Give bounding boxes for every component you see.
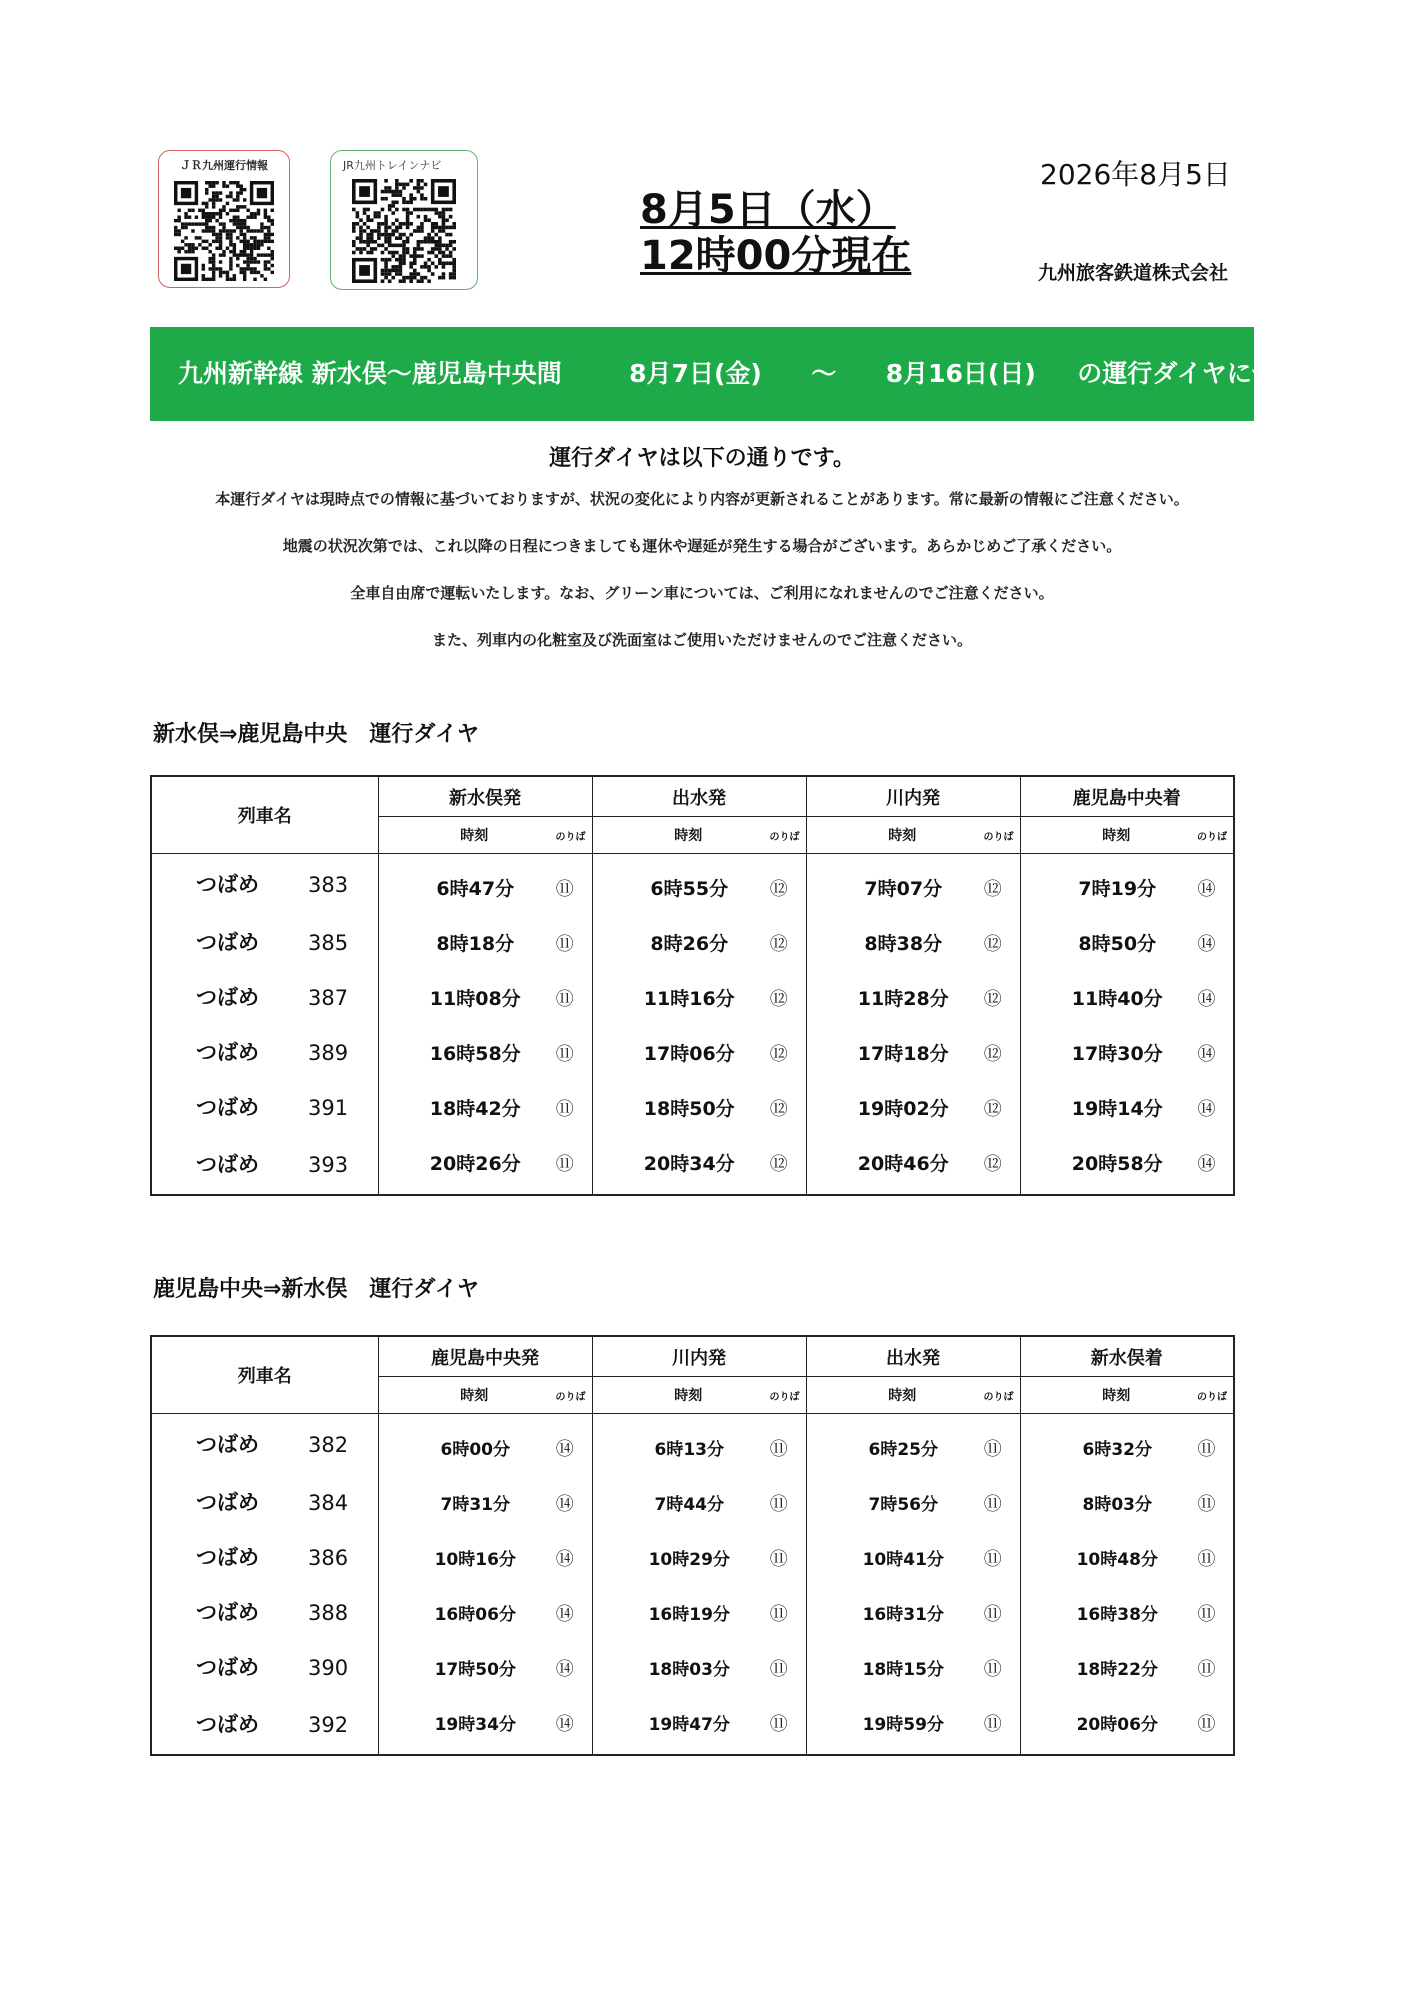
time-cell: 16時38分	[1076, 1605, 1158, 1625]
header-platform: のりば	[756, 1377, 806, 1414]
time-cell: 17時18分	[857, 1043, 949, 1065]
platform-cell: ⑪	[970, 1695, 1020, 1755]
train-name: つばめ	[196, 1545, 259, 1569]
table-row	[151, 1080, 1234, 1135]
header-time: 時刻	[378, 817, 542, 854]
southbound-title: 新水俣⇒鹿児島中央 運行ダイヤ	[153, 722, 479, 747]
time-cell: 7時31分	[440, 1495, 510, 1515]
train-cell	[151, 1414, 378, 1476]
train-name: つばめ	[196, 1712, 259, 1736]
train-number: 391	[308, 1095, 349, 1120]
header-station: 出水発	[806, 1336, 1020, 1377]
platform-cell: ⑭	[542, 1530, 592, 1585]
table-row	[151, 1414, 1234, 1476]
train-number: 386	[308, 1545, 349, 1570]
time-cell: 11時16分	[643, 988, 735, 1010]
time-cell: 20時34分	[643, 1153, 735, 1175]
platform-cell: ⑪	[756, 1475, 806, 1530]
platform-cell: ⑫	[756, 915, 806, 970]
banner-suffix: の運行ダイヤについて	[1077, 359, 1327, 388]
table-row	[151, 1585, 1234, 1640]
train-cell	[151, 970, 378, 1025]
time-cell: 6時47分	[436, 878, 515, 900]
qr-card-train-navi[interactable]	[330, 150, 478, 290]
train-number: 382	[308, 1432, 349, 1457]
train-name: つばめ	[196, 1490, 259, 1514]
header-platform: のりば	[1184, 817, 1234, 854]
header-time: 時刻	[592, 817, 756, 854]
time-cell: 19時47分	[648, 1715, 730, 1735]
time-cell: 6時13分	[654, 1440, 724, 1460]
platform-cell: ⑫	[970, 1135, 1020, 1195]
train-number: 393	[308, 1152, 349, 1177]
time-cell: 8時26分	[650, 933, 729, 955]
notice-line: 全車自由席で運転いたします。なお、グリーン車については、ご利用になれませんのでご注意ください。	[350, 584, 1054, 602]
time-cell: 11時40分	[1071, 988, 1163, 1010]
train-name: つばめ	[196, 1600, 259, 1624]
platform-cell: ⑪	[542, 970, 592, 1025]
train-cell	[151, 1080, 378, 1135]
platform-cell: ⑪	[756, 1640, 806, 1695]
table-row	[151, 854, 1234, 916]
time-cell: 6時00分	[440, 1440, 510, 1460]
document-date: 2026年8月5日	[1040, 158, 1231, 191]
time-cell: 8時03分	[1082, 1495, 1152, 1515]
platform-cell: ⑪	[756, 1695, 806, 1755]
qr-code-icon	[169, 181, 279, 281]
platform-cell: ⑪	[542, 1135, 592, 1195]
time-cell: 7時19分	[1078, 878, 1157, 900]
time-cell: 17時30分	[1071, 1043, 1163, 1065]
time-cell: 10時29分	[648, 1550, 730, 1570]
train-number: 388	[308, 1600, 349, 1625]
time-cell: 6時55分	[650, 878, 729, 900]
banner-route: 九州新幹線 新水俣～鹿児島中央間	[178, 359, 562, 388]
qr-code-icon	[347, 179, 461, 283]
platform-cell: ⑪	[542, 854, 592, 916]
time-cell: 10時48分	[1076, 1550, 1158, 1570]
time-cell: 7時07分	[864, 878, 943, 900]
train-number: 385	[308, 930, 349, 955]
header-station: 鹿児島中央発	[378, 1336, 592, 1377]
train-name: つばめ	[196, 1152, 259, 1176]
time-cell: 20時06分	[1076, 1715, 1158, 1735]
time-cell: 18時03分	[648, 1660, 730, 1680]
header-time: 時刻	[806, 817, 970, 854]
platform-cell: ⑪	[542, 1025, 592, 1080]
platform-cell: ⑫	[970, 1025, 1020, 1080]
train-number: 390	[308, 1655, 349, 1680]
train-cell	[151, 1695, 378, 1755]
train-cell	[151, 1475, 378, 1530]
banner-tilde: ～	[811, 359, 837, 388]
qr-card-jr-kyushu-info[interactable]	[158, 150, 290, 288]
header-station: 川内発	[592, 1336, 806, 1377]
header-time: 時刻	[806, 1377, 970, 1414]
header-station: 新水俣着	[1020, 1336, 1234, 1377]
platform-cell: ⑭	[1197, 1098, 1216, 1120]
time-cell: 11時28分	[857, 988, 949, 1010]
qr-label: JR九州トレインナビ	[343, 159, 442, 172]
time-cell: 6時25分	[868, 1440, 938, 1460]
time-cell: 16時58分	[429, 1043, 521, 1065]
platform-cell: ⑭	[1197, 988, 1216, 1010]
title-banner	[150, 327, 1327, 421]
platform-cell: ⑫	[756, 970, 806, 1025]
platform-cell: ⑭	[1197, 1153, 1216, 1175]
train-cell	[151, 1640, 378, 1695]
notice-line: 地震の状況次第では、これ以降の日程につきましても運休や遅延が発生する場合がございます。あらかじめご了承ください。	[282, 537, 1122, 555]
time-cell: 18時42分	[429, 1098, 521, 1120]
platform-cell: ⑪	[1197, 1658, 1216, 1680]
notice-line: また、列車内の化粧室及び洗面室はご使用いただけませんのでご注意ください。	[431, 631, 972, 649]
platform-cell: ⑪	[1197, 1548, 1216, 1570]
time-cell: 16時31分	[862, 1605, 944, 1625]
train-name: つばめ	[196, 930, 259, 954]
platform-cell: ⑭	[542, 1695, 592, 1755]
header-time: 時刻	[378, 1377, 542, 1414]
notice-line: 本運行ダイヤは現時点での情報に基づいておりますが、状況の変化により内容が更新されることがあります。常に最新の情報にご注意ください。	[215, 490, 1189, 508]
time-cell: 19時02分	[857, 1098, 949, 1120]
time-cell: 17時06分	[643, 1043, 735, 1065]
time-cell: 16時06分	[434, 1605, 516, 1625]
platform-cell: ⑪	[542, 1080, 592, 1135]
table-row	[151, 1640, 1234, 1695]
train-cell	[151, 1025, 378, 1080]
time-cell: 7時56分	[868, 1495, 938, 1515]
platform-cell: ⑫	[970, 854, 1020, 916]
qr-label: ＪＲ九州運行情報	[180, 159, 268, 172]
southbound-timetable	[150, 775, 1235, 1196]
time-cell: 19時14分	[1071, 1098, 1163, 1120]
company-name: 九州旅客鉄道株式会社	[1038, 262, 1229, 284]
header-time: 時刻	[1020, 1377, 1184, 1414]
platform-cell: ⑪	[970, 1640, 1020, 1695]
headline	[640, 187, 911, 279]
train-number: 392	[308, 1712, 349, 1737]
time-cell: 10時41分	[862, 1550, 944, 1570]
platform-cell: ⑫	[756, 1080, 806, 1135]
platform-cell: ⑪	[756, 1530, 806, 1585]
platform-cell: ⑭	[542, 1585, 592, 1640]
time-cell: 20時26分	[429, 1153, 521, 1175]
header-time: 時刻	[592, 1377, 756, 1414]
time-cell: 10時16分	[434, 1550, 516, 1570]
train-name: つばめ	[196, 985, 259, 1009]
platform-cell: ⑫	[756, 854, 806, 916]
table-row	[151, 1695, 1234, 1755]
train-cell	[151, 1585, 378, 1640]
time-cell: 8時18分	[436, 933, 515, 955]
northbound-timetable	[150, 1335, 1235, 1756]
time-cell: 7時44分	[654, 1495, 724, 1515]
platform-cell: ⑪	[970, 1585, 1020, 1640]
platform-cell: ⑪	[970, 1530, 1020, 1585]
table-row	[151, 915, 1234, 970]
headline-date: 8月5日（水）	[640, 187, 896, 233]
time-cell: 19時34分	[434, 1715, 516, 1735]
train-name: つばめ	[196, 1432, 259, 1456]
platform-cell: ⑪	[1197, 1438, 1216, 1460]
banner-to-date: 8月16日(日)	[885, 359, 1036, 388]
train-cell	[151, 1135, 378, 1195]
train-name: つばめ	[196, 1655, 259, 1679]
table-row	[151, 1530, 1234, 1585]
time-cell: 8時38分	[864, 933, 943, 955]
train-number: 384	[308, 1490, 349, 1515]
platform-cell: ⑪	[542, 915, 592, 970]
time-cell: 20時58分	[1071, 1153, 1163, 1175]
header-station: 出水発	[592, 776, 806, 817]
train-name: つばめ	[196, 872, 259, 896]
notice-lead: 運行ダイヤは以下の通りです。	[549, 446, 855, 471]
time-cell: 16時19分	[648, 1605, 730, 1625]
platform-cell: ⑫	[756, 1135, 806, 1195]
platform-cell: ⑫	[970, 970, 1020, 1025]
time-cell: 18時15分	[862, 1660, 944, 1680]
train-number: 383	[308, 872, 349, 897]
platform-cell: ⑪	[1197, 1713, 1216, 1735]
time-cell: 17時50分	[434, 1660, 516, 1680]
header-platform: のりば	[756, 817, 806, 854]
header-time: 時刻	[1020, 817, 1184, 854]
time-cell: 6時32分	[1082, 1440, 1152, 1460]
platform-cell: ⑭	[1197, 1043, 1216, 1065]
train-name: つばめ	[196, 1095, 259, 1119]
time-cell: 8時50分	[1078, 933, 1157, 955]
platform-cell: ⑫	[756, 1025, 806, 1080]
header-train-name: 列車名	[151, 1336, 378, 1414]
time-cell: 11時08分	[429, 988, 521, 1010]
platform-cell: ⑭	[542, 1475, 592, 1530]
time-cell: 20時46分	[857, 1153, 949, 1175]
platform-cell: ⑪	[756, 1585, 806, 1640]
train-cell	[151, 854, 378, 916]
platform-cell: ⑭	[542, 1414, 592, 1476]
train-number: 389	[308, 1040, 349, 1065]
platform-cell: ⑭	[1197, 933, 1216, 955]
table-row	[151, 1135, 1234, 1195]
header-platform: のりば	[970, 817, 1020, 854]
platform-cell: ⑫	[970, 1080, 1020, 1135]
train-number: 387	[308, 985, 349, 1010]
header-platform: のりば	[1184, 1377, 1234, 1414]
train-cell	[151, 1530, 378, 1585]
platform-cell: ⑭	[542, 1640, 592, 1695]
header-station: 川内発	[806, 776, 1020, 817]
header-platform: のりば	[970, 1377, 1020, 1414]
header-platform: のりば	[542, 817, 592, 854]
time-cell: 19時59分	[862, 1715, 944, 1735]
header-platform: のりば	[542, 1377, 592, 1414]
train-cell	[151, 915, 378, 970]
time-cell: 18時50分	[643, 1098, 735, 1120]
platform-cell: ⑪	[1197, 1493, 1216, 1515]
time-cell: 18時22分	[1076, 1660, 1158, 1680]
platform-cell: ⑪	[970, 1414, 1020, 1476]
table-row	[151, 1475, 1234, 1530]
header-station: 鹿児島中央着	[1020, 776, 1234, 817]
banner-from-date: 8月7日(金)	[629, 359, 762, 388]
platform-cell: ⑭	[1197, 878, 1216, 900]
train-name: つばめ	[196, 1040, 259, 1064]
platform-cell: ⑫	[970, 915, 1020, 970]
northbound-title: 鹿児島中央⇒新水俣 運行ダイヤ	[153, 1277, 479, 1302]
header-train-name: 列車名	[151, 776, 378, 854]
platform-cell: ⑪	[970, 1475, 1020, 1530]
platform-cell: ⑪	[1197, 1603, 1216, 1625]
platform-cell: ⑪	[756, 1414, 806, 1476]
header-station: 新水俣発	[378, 776, 592, 817]
headline-time: 12時00分現在	[640, 233, 912, 279]
table-row	[151, 970, 1234, 1025]
table-row	[151, 1025, 1234, 1080]
